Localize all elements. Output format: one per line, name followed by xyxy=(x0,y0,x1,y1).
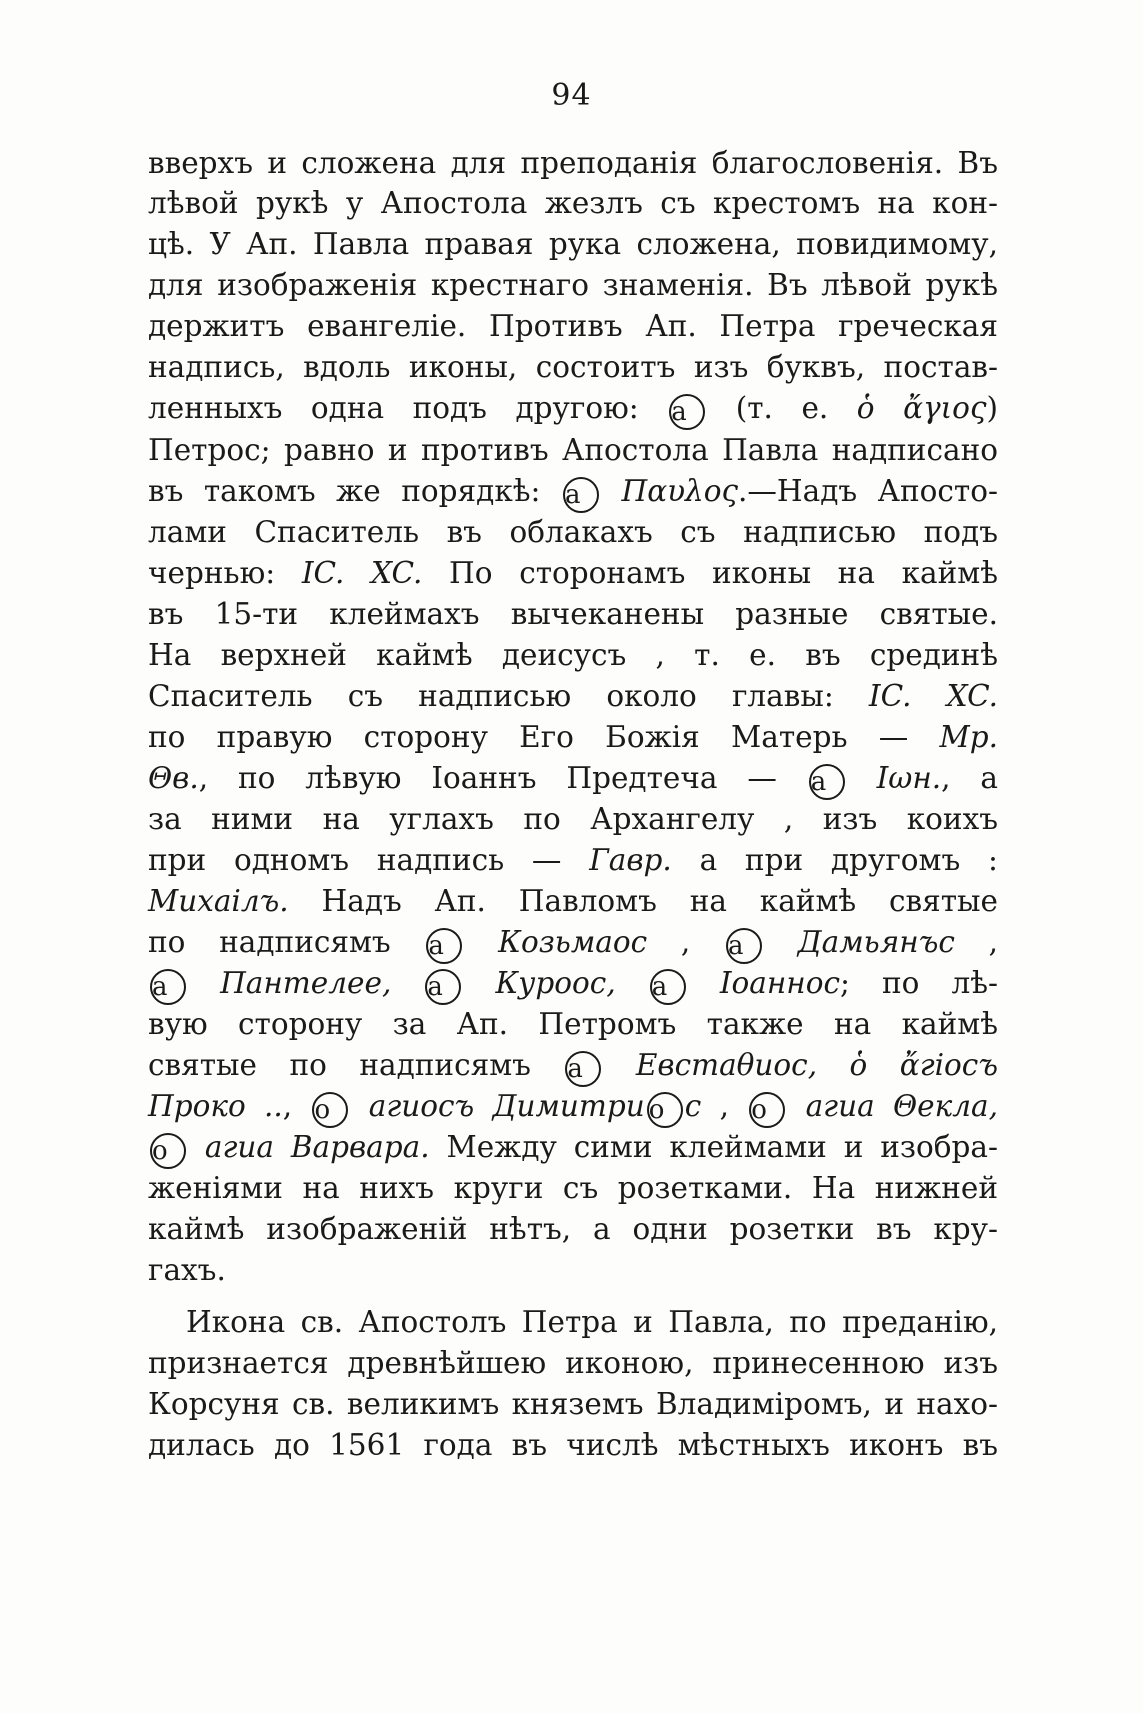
text-line: Проко .., о агиосъ Димитри о с , о агиа Θекла, xyxy=(148,1084,998,1128)
text-line: держитъ евангеліе. Противъ Ап. Петра греческая xyxy=(148,309,998,343)
text-line: о агиа Варвара. Между сими клеймами и изобра- xyxy=(148,1125,998,1169)
text-line: Петрос; равно и противъ Апостола Павла надписано xyxy=(148,433,998,467)
circled-letter: а xyxy=(426,928,462,964)
text-line: гахъ. xyxy=(148,1253,226,1287)
text-line: въ 15-ти клеймахъ вычеканены разные святые. xyxy=(148,597,998,631)
text-line: по надписямъ а Козьмаос , а Дамьянъс , xyxy=(148,920,998,964)
circled-letter: а xyxy=(150,969,186,1005)
text-line: Θв., по лѣвую Іоаннъ Предтеча — а Іωн., а xyxy=(148,756,998,800)
inscription: с xyxy=(684,1089,702,1123)
circled-letter: а xyxy=(726,928,762,964)
inscription: Козьмаос xyxy=(498,925,648,959)
inscription: Θв. xyxy=(148,761,199,795)
greek-inscription: Παυλος xyxy=(621,474,739,508)
text-line: по правую сторону Его Божія Матерь — Мр. xyxy=(148,720,998,754)
text-line: каймѣ изображеній нѣтъ, а одни розетки въ кру- xyxy=(148,1212,998,1246)
text-line: На верхней каймѣ деисусъ , т. е. въ срединѣ xyxy=(148,638,998,672)
text-line: ленныхъ одна подъ другою: а (т. е. ὁ ἄγιος) xyxy=(148,386,998,430)
inscription: Проко .. xyxy=(148,1089,283,1123)
inscription: агиа Θекла, xyxy=(805,1089,998,1123)
text-line: надпись, вдоль иконы, состоитъ изъ буквъ, постав- xyxy=(148,350,998,384)
text-line: лѣвой рукѣ у Апостола жезлъ съ крестомъ на кон- xyxy=(148,186,998,220)
text-line: Михаілъ. Надъ Ап. Павломъ на каймѣ святые xyxy=(148,884,998,918)
text-line: въ такомъ же порядкѣ: а Παυλος.—Надъ Апосто- xyxy=(148,469,998,513)
circled-letter: а xyxy=(650,969,686,1005)
circled-letter: а xyxy=(425,969,461,1005)
text-line: дилась до 1561 года въ числѣ мѣстныхъ иконъ въ xyxy=(148,1428,998,1462)
inscription: Мр. xyxy=(939,720,998,754)
inscription: Куроос, xyxy=(495,966,616,1000)
text-line: при одномъ надпись — Гавр. а при другомъ : xyxy=(148,843,998,877)
inscription: Дамьянъс xyxy=(797,925,955,959)
greek-inscription: ὁ ἄγιος xyxy=(856,391,987,425)
text-line: женіями на нихъ круги съ розетками. На нижней xyxy=(148,1171,998,1205)
inscription: Іωн. xyxy=(876,761,942,795)
inscription: Евстаθиос, ὁ ἄгіосъ xyxy=(635,1048,998,1082)
text-line: за ними на углахъ по Архангелу , изъ коихъ xyxy=(148,802,998,836)
circled-letter: о xyxy=(312,1092,348,1128)
text-line: а Пантелее, а Куроос, а Іоаннос; по лѣ- xyxy=(148,961,998,1005)
text-line: для изображенія крестнаго знаменія. Въ лѣвой рукѣ xyxy=(148,268,998,302)
circled-letter: а xyxy=(563,477,599,513)
page-number: 94 xyxy=(551,78,592,113)
inscription: IC. XC. xyxy=(868,679,999,713)
inscription: агиосъ Димитри xyxy=(368,1089,645,1123)
paragraph-first-line: Икона св. Апостолъ Петра и Павла, по преданію, xyxy=(186,1305,998,1339)
text-line: Спаситель съ надписью около главы: IC. XC. xyxy=(148,679,999,713)
text-line: признается древнѣйшею иконою, принесенною изъ xyxy=(148,1346,998,1380)
circled-letter: а xyxy=(565,1051,601,1087)
inscription: Пантелее, xyxy=(220,966,392,1000)
text-line: святые по надписямъ а Евстаθиос, ὁ ἄгіосъ xyxy=(148,1043,998,1087)
text-line: цѣ. У Ап. Павла правая рука сложена, повидимому, xyxy=(148,227,998,261)
circled-letter: а xyxy=(669,394,705,430)
circled-letter: о xyxy=(647,1092,683,1128)
inscription: IC. XC. xyxy=(301,556,423,590)
text-line: Корсуня св. великимъ княземъ Владиміромъ, и нахо- xyxy=(148,1387,998,1421)
inscription: Михаілъ. xyxy=(148,884,289,918)
circled-letter: о xyxy=(749,1092,785,1128)
inscription: Гавр. xyxy=(589,843,672,877)
text-line: вую сторону за Ап. Петромъ также на каймѣ xyxy=(148,1007,998,1041)
circled-letter: а xyxy=(809,764,845,800)
circled-letter: о xyxy=(150,1133,186,1169)
inscription: агиа Варвара. xyxy=(204,1130,430,1164)
text-line: вверхъ и сложена для преподанія благословенія. Въ xyxy=(148,146,998,180)
text-line: чернью: IC. XC. По сторонамъ иконы на каймѣ xyxy=(148,556,998,590)
text-line: лами Спаситель въ облакахъ съ надписью подъ xyxy=(148,515,998,549)
inscription: Іоаннос xyxy=(719,966,840,1000)
